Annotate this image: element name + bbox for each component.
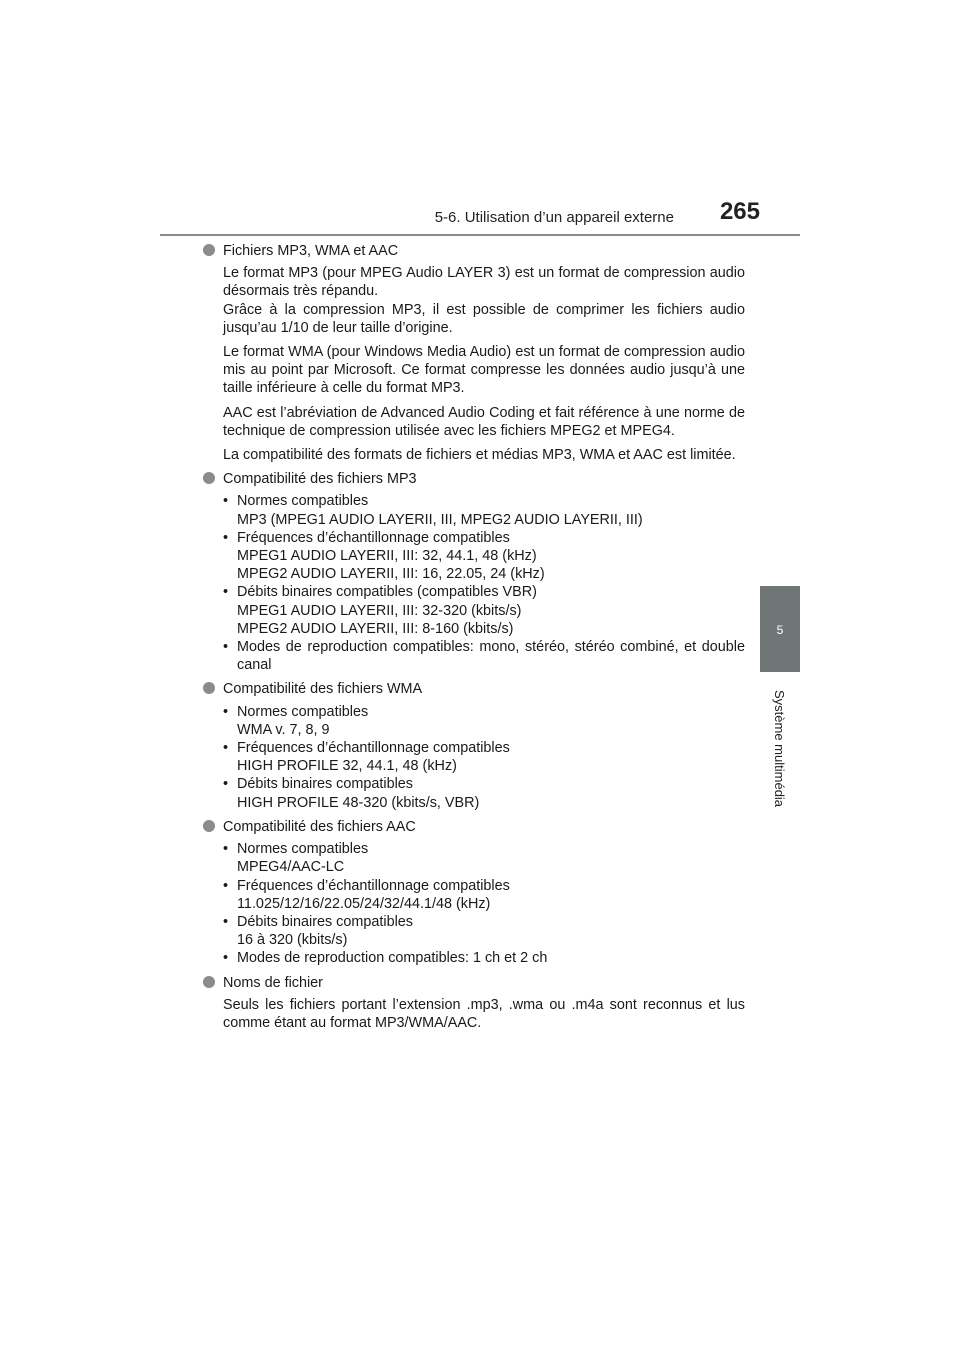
paragraph-line: Le format WMA (pour Windows Media Audio) est un format de compression audio mis au point par Microsoft. Ce format compresse les données audio jusqu’à une taille inférieure à celle du format MP3. bbox=[223, 344, 745, 397]
section-heading bbox=[223, 470, 745, 488]
chapter-tab bbox=[760, 586, 800, 672]
list-item-title: • Fréquences d’échantillonnage compatibles bbox=[237, 877, 510, 894]
chapter-number: 5 bbox=[776, 623, 784, 637]
section-heading bbox=[223, 974, 745, 992]
paragraph-line: AAC est l’abréviation de Advanced Audio Coding et fait référence à une norme de technique de compression utilisée avec les fichiers MPEG2 et MPEG4. bbox=[223, 404, 745, 439]
list-item-detail: MPEG2 AUDIO LAYERII, III: 16, 22.05, 24 (kHz) bbox=[237, 566, 545, 583]
paragraph bbox=[223, 996, 745, 1032]
list-item-detail: 16 à 320 (kbits/s) bbox=[237, 932, 348, 949]
list-item-title: • Normes compatibles bbox=[237, 841, 369, 858]
bullet-list bbox=[223, 492, 745, 674]
list-item-detail: MPEG1 AUDIO LAYERII, III: 32, 44.1, 48 (kHz) bbox=[237, 548, 537, 565]
paragraph-line: La compatibilité des formats de fichiers et médias MP3, WMA et AAC est limitée. bbox=[223, 447, 736, 464]
bullet-dot-icon bbox=[203, 244, 215, 256]
bullet-dot-icon bbox=[203, 976, 215, 988]
paragraph bbox=[223, 446, 745, 464]
section bbox=[223, 680, 745, 811]
bullet-dot-icon bbox=[203, 682, 215, 694]
list-item bbox=[223, 775, 745, 811]
list-item-title: • Fréquences d’échantillonnage compatibles bbox=[237, 740, 510, 757]
list-item-title: • Fréquences d’échantillonnage compatibles bbox=[237, 529, 510, 546]
list-item-detail: 11.025/12/16/22.05/24/32/44.1/48 (kHz) bbox=[237, 895, 491, 912]
section-heading-text: Compatibilité des fichiers MP3 bbox=[223, 471, 417, 488]
section-heading-text: Fichiers MP3, WMA et AAC bbox=[223, 243, 399, 259]
list-item bbox=[223, 492, 745, 528]
bullet-list bbox=[223, 840, 745, 967]
list-item-title: • Débits binaires compatibles (compatibles VBR) bbox=[237, 584, 537, 601]
page-header bbox=[160, 196, 800, 236]
section-title: 5-6. Utilisation d’un appareil externe bbox=[434, 209, 674, 226]
page-content bbox=[223, 242, 745, 1038]
list-item-detail: MPEG2 AUDIO LAYERII, III: 8-160 (kbits/s) bbox=[237, 620, 514, 637]
section-heading bbox=[223, 818, 745, 836]
list-item-title: • Débits binaires compatibles bbox=[237, 776, 413, 793]
list-item bbox=[223, 638, 745, 674]
bullet-dot-icon bbox=[203, 820, 215, 832]
paragraph-line: Seuls les fichiers portant l’extension .mp3, .wma ou .m4a sont reconnus et lus comme étant au format MP3/WMA/AAC. bbox=[223, 996, 745, 1031]
list-item-title: • Modes de reproduction compatibles: mono, stéréo, stéréo combiné, et double canal bbox=[237, 639, 745, 674]
list-item-title: • Débits binaires compatibles bbox=[237, 913, 413, 930]
list-item bbox=[223, 529, 745, 584]
list-item-title: • Modes de reproduction compatibles: 1 ch et 2 ch bbox=[237, 950, 548, 967]
section bbox=[223, 470, 745, 674]
section-heading bbox=[223, 680, 745, 698]
list-item-detail: MPEG4/AAC-LC bbox=[237, 859, 345, 876]
paragraph bbox=[223, 264, 745, 337]
list-item bbox=[223, 840, 745, 876]
list-item-detail: WMA v. 7, 8, 9 bbox=[237, 721, 330, 738]
list-item bbox=[223, 877, 745, 913]
list-item-detail: HIGH PROFILE 48-320 (kbits/s, VBR) bbox=[237, 794, 480, 811]
chapter-label: Système multimédia bbox=[772, 690, 787, 808]
page-number: 265 bbox=[719, 198, 760, 225]
list-item-title: • Normes compatibles bbox=[237, 703, 369, 720]
paragraph bbox=[223, 343, 745, 398]
list-item bbox=[223, 583, 745, 638]
list-item bbox=[223, 949, 745, 967]
paragraph-line: Le format MP3 (pour MPEG Audio LAYER 3) est un format de compression audio désormais très répandu. bbox=[223, 265, 745, 300]
list-item-detail: MP3 (MPEG1 AUDIO LAYERII, III, MPEG2 AUDIO LAYERII, III) bbox=[237, 511, 643, 528]
section-heading bbox=[223, 242, 745, 260]
list-item-title: • Normes compatibles bbox=[237, 493, 369, 510]
bullet-list bbox=[223, 703, 745, 812]
section-heading-text: Compatibilité des fichiers AAC bbox=[223, 818, 416, 835]
list-item bbox=[223, 703, 745, 739]
paragraph bbox=[223, 404, 745, 440]
paragraph-line: Grâce à la compression MP3, il est possible de comprimer les fichiers audio jusqu’au 1/10 de leur taille d’origine. bbox=[223, 301, 745, 336]
section-heading-text: Compatibilité des fichiers WMA bbox=[223, 681, 423, 698]
section-heading-text: Noms de fichier bbox=[223, 974, 323, 991]
list-item-detail: MPEG1 AUDIO LAYERII, III: 32-320 (kbits/s) bbox=[237, 602, 522, 619]
section bbox=[223, 974, 745, 1033]
section bbox=[223, 818, 745, 968]
bullet-dot-icon bbox=[203, 472, 215, 484]
list-item bbox=[223, 739, 745, 775]
list-item bbox=[223, 913, 745, 949]
list-item-detail: HIGH PROFILE 32, 44.1, 48 (kHz) bbox=[237, 758, 457, 775]
section bbox=[223, 242, 745, 464]
